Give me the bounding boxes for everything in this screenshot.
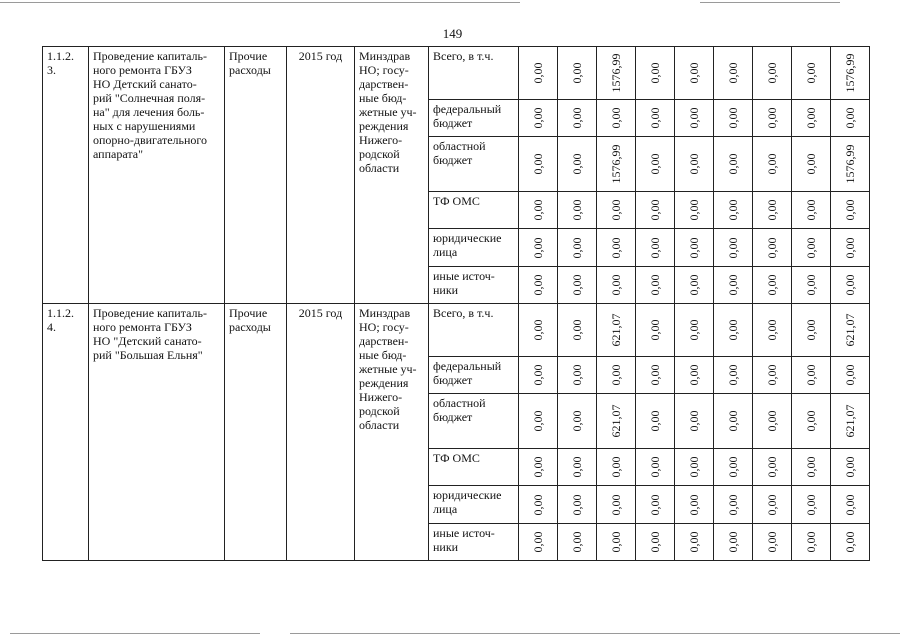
expense-type-cell: Прочие расходы <box>225 47 287 304</box>
scan-artifact-top-right <box>700 2 840 3</box>
amount-value: 0,00 <box>765 410 779 432</box>
amount-value: 0,00 <box>609 531 623 553</box>
amount-value: 1576,99 <box>843 53 857 93</box>
amount-cell <box>675 267 714 304</box>
amount-cell <box>519 449 558 486</box>
amount-value: 0,00 <box>687 456 701 478</box>
amount-value: 0,00 <box>765 153 779 175</box>
amount-value: 0,00 <box>843 494 857 515</box>
amount-cell <box>519 192 558 229</box>
amount-cell <box>636 267 675 304</box>
amount-value: 0,00 <box>531 199 545 221</box>
amount-cell <box>597 357 636 394</box>
amount-value: 0,00 <box>570 153 584 175</box>
amount-value: 0,00 <box>804 62 818 84</box>
table-row <box>43 47 870 100</box>
amount-value: 0,00 <box>570 107 584 129</box>
amount-value: 0,00 <box>531 410 545 432</box>
amount-cell <box>831 304 870 357</box>
amount-cell <box>753 137 792 192</box>
amount-cell <box>519 137 558 192</box>
amount-cell <box>792 394 831 449</box>
amount-value: 1576,99 <box>609 144 623 184</box>
amount-cell <box>558 229 597 267</box>
amount-cell <box>636 47 675 100</box>
amount-value: 0,00 <box>765 199 779 221</box>
amount-cell <box>714 267 753 304</box>
amount-value: 0,00 <box>648 199 662 221</box>
amount-cell <box>753 192 792 229</box>
amount-cell <box>714 524 753 561</box>
amount-value: 0,00 <box>648 237 662 258</box>
scan-artifact-bottom-right <box>290 633 900 634</box>
amount-value: 0,00 <box>531 62 545 84</box>
amount-value: 0,00 <box>570 494 584 515</box>
amount-value: 0,00 <box>531 319 545 341</box>
amount-value: 0,00 <box>726 364 740 386</box>
amount-cell <box>636 357 675 394</box>
amount-value: 0,00 <box>687 153 701 175</box>
amount-value: 0,00 <box>804 153 818 175</box>
amount-value: 0,00 <box>687 410 701 432</box>
amount-cell <box>753 357 792 394</box>
funding-source-cell: областной бюджет <box>429 394 519 449</box>
amount-cell <box>714 486 753 524</box>
amount-cell <box>519 524 558 561</box>
amount-cell <box>753 486 792 524</box>
amount-cell <box>792 449 831 486</box>
amount-cell <box>519 47 558 100</box>
amount-value: 0,00 <box>804 456 818 478</box>
amount-value: 0,00 <box>804 107 818 129</box>
amount-cell <box>753 524 792 561</box>
amount-cell <box>714 47 753 100</box>
amount-value: 0,00 <box>804 364 818 386</box>
amount-value: 0,00 <box>687 364 701 386</box>
amount-value: 0,00 <box>804 531 818 553</box>
amount-value: 0,00 <box>765 107 779 129</box>
amount-cell <box>675 449 714 486</box>
amount-cell <box>519 394 558 449</box>
funding-source-cell: ТФ ОМС <box>429 192 519 229</box>
amount-cell <box>714 304 753 357</box>
funding-source-cell: Всего, в т.ч. <box>429 304 519 357</box>
amount-cell <box>675 524 714 561</box>
amount-cell <box>519 267 558 304</box>
amount-cell <box>792 137 831 192</box>
amount-cell <box>558 357 597 394</box>
amount-value: 0,00 <box>648 62 662 84</box>
amount-value: 0,00 <box>531 107 545 129</box>
amount-value: 621,07 <box>843 404 857 438</box>
funding-source-cell: федеральный бюджет <box>429 357 519 394</box>
amount-cell <box>831 192 870 229</box>
funding-source-cell: иные источ- ники <box>429 524 519 561</box>
amount-value: 0,00 <box>765 364 779 386</box>
amount-cell <box>753 47 792 100</box>
amount-cell <box>714 394 753 449</box>
amount-value: 0,00 <box>609 274 623 296</box>
amount-cell <box>753 100 792 137</box>
amount-value: 0,00 <box>726 319 740 341</box>
amount-cell <box>675 357 714 394</box>
amount-cell <box>831 357 870 394</box>
amount-cell <box>792 47 831 100</box>
amount-cell <box>597 229 636 267</box>
amount-cell <box>636 229 675 267</box>
amount-value: 621,07 <box>609 313 623 347</box>
period-cell: 2015 год <box>287 47 355 304</box>
amount-value: 0,00 <box>843 456 857 478</box>
amount-value: 0,00 <box>843 531 857 553</box>
funding-source-cell: областной бюджет <box>429 137 519 192</box>
amount-value: 0,00 <box>609 456 623 478</box>
amount-cell <box>597 394 636 449</box>
table-row <box>43 304 870 357</box>
amount-value: 0,00 <box>648 456 662 478</box>
amount-cell <box>636 486 675 524</box>
amount-cell <box>831 449 870 486</box>
amount-value: 0,00 <box>726 62 740 84</box>
amount-value: 0,00 <box>843 364 857 386</box>
amount-cell <box>831 486 870 524</box>
amount-value: 0,00 <box>609 199 623 221</box>
amount-cell <box>519 486 558 524</box>
amount-cell <box>753 449 792 486</box>
amount-cell <box>558 100 597 137</box>
amount-cell <box>792 229 831 267</box>
amount-cell <box>558 524 597 561</box>
amount-cell <box>558 47 597 100</box>
amount-value: 0,00 <box>804 237 818 258</box>
amount-value: 0,00 <box>765 62 779 84</box>
amount-value: 0,00 <box>726 237 740 258</box>
amount-cell <box>753 267 792 304</box>
amount-cell <box>792 100 831 137</box>
amount-value: 0,00 <box>804 410 818 432</box>
amount-cell <box>831 524 870 561</box>
amount-value: 0,00 <box>609 364 623 386</box>
executor-cell: Минздрав НО; госу- дарствен- ные бюд- жетные уч- реждения Нижего- родской области <box>355 47 429 304</box>
amount-value: 0,00 <box>687 199 701 221</box>
amount-cell <box>597 100 636 137</box>
amount-value: 0,00 <box>687 494 701 515</box>
amount-cell <box>831 267 870 304</box>
amount-value: 0,00 <box>648 319 662 341</box>
amount-cell <box>519 229 558 267</box>
amount-cell <box>792 304 831 357</box>
amount-value: 621,07 <box>843 313 857 347</box>
amount-cell <box>753 394 792 449</box>
amount-value: 0,00 <box>609 237 623 258</box>
amount-value: 0,00 <box>570 456 584 478</box>
amount-value: 0,00 <box>765 456 779 478</box>
amount-value: 621,07 <box>609 404 623 438</box>
amount-value: 0,00 <box>726 456 740 478</box>
amount-value: 0,00 <box>687 107 701 129</box>
amount-value: 0,00 <box>609 107 623 129</box>
amount-value: 0,00 <box>570 410 584 432</box>
amount-value: 0,00 <box>765 531 779 553</box>
amount-cell <box>636 524 675 561</box>
amount-value: 0,00 <box>570 319 584 341</box>
amount-value: 0,00 <box>726 274 740 296</box>
amount-value: 0,00 <box>843 274 857 296</box>
item-code-cell: 1.1.2. 4. <box>43 304 89 561</box>
amount-value: 0,00 <box>531 531 545 553</box>
budget-table <box>42 46 870 561</box>
amount-value: 0,00 <box>765 494 779 515</box>
amount-value: 0,00 <box>804 494 818 515</box>
amount-value: 0,00 <box>765 319 779 341</box>
amount-cell <box>753 304 792 357</box>
amount-cell <box>675 304 714 357</box>
amount-cell <box>558 192 597 229</box>
amount-cell <box>597 47 636 100</box>
amount-cell <box>675 192 714 229</box>
amount-cell <box>558 486 597 524</box>
amount-value: 0,00 <box>648 107 662 129</box>
amount-value: 0,00 <box>648 153 662 175</box>
amount-value: 0,00 <box>726 199 740 221</box>
amount-value: 0,00 <box>609 494 623 515</box>
amount-cell <box>636 304 675 357</box>
item-name-cell: Проведение капиталь- ного ремонта ГБУЗ НО Детский санато- рий "Солнечная поля- на" для лечения боль- ных с нарушениями опорно-двигательного аппарата" <box>89 47 225 304</box>
amount-cell <box>519 357 558 394</box>
amount-value: 0,00 <box>687 319 701 341</box>
amount-value: 0,00 <box>726 410 740 432</box>
amount-cell <box>675 47 714 100</box>
amount-value: 1576,99 <box>609 53 623 93</box>
amount-value: 0,00 <box>570 531 584 553</box>
amount-value: 0,00 <box>687 62 701 84</box>
amount-value: 0,00 <box>687 274 701 296</box>
amount-value: 0,00 <box>726 107 740 129</box>
funding-source-cell: ТФ ОМС <box>429 449 519 486</box>
amount-value: 0,00 <box>648 410 662 432</box>
amount-value: 0,00 <box>648 274 662 296</box>
amount-cell <box>675 486 714 524</box>
amount-value: 0,00 <box>570 274 584 296</box>
amount-value: 0,00 <box>570 199 584 221</box>
amount-value: 0,00 <box>804 274 818 296</box>
amount-cell <box>675 137 714 192</box>
amount-cell <box>792 192 831 229</box>
amount-cell <box>558 137 597 192</box>
amount-cell <box>597 267 636 304</box>
amount-cell <box>558 267 597 304</box>
amount-cell <box>597 449 636 486</box>
amount-cell <box>792 486 831 524</box>
amount-cell <box>792 267 831 304</box>
amount-value: 0,00 <box>726 153 740 175</box>
amount-cell <box>675 229 714 267</box>
amount-value: 0,00 <box>648 364 662 386</box>
amount-value: 0,00 <box>648 531 662 553</box>
executor-cell: Минздрав НО; госу- дарствен- ные бюд- жетные уч- реждения Нижего- родской области <box>355 304 429 561</box>
amount-value: 0,00 <box>570 364 584 386</box>
amount-value: 0,00 <box>570 62 584 84</box>
funding-source-cell: иные источ- ники <box>429 267 519 304</box>
amount-value: 0,00 <box>531 274 545 296</box>
amount-cell <box>753 229 792 267</box>
item-name-cell: Проведение капиталь- ного ремонта ГБУЗ НО "Детский санато- рий "Большая Ельня" <box>89 304 225 561</box>
amount-cell <box>714 229 753 267</box>
amount-value: 0,00 <box>687 531 701 553</box>
amount-cell <box>597 137 636 192</box>
funding-source-cell: Всего, в т.ч. <box>429 47 519 100</box>
amount-cell <box>636 192 675 229</box>
amount-cell <box>831 47 870 100</box>
amount-cell <box>714 192 753 229</box>
period-cell: 2015 год <box>287 304 355 561</box>
funding-source-cell: федеральный бюджет <box>429 100 519 137</box>
scan-artifact-top <box>0 2 520 3</box>
amount-value: 0,00 <box>765 237 779 258</box>
amount-value: 0,00 <box>531 237 545 258</box>
amount-cell <box>675 394 714 449</box>
expense-type-cell: Прочие расходы <box>225 304 287 561</box>
funding-source-cell: юридические лица <box>429 229 519 267</box>
amount-cell <box>831 394 870 449</box>
amount-value: 0,00 <box>804 199 818 221</box>
amount-value: 0,00 <box>531 494 545 515</box>
amount-value: 0,00 <box>531 153 545 175</box>
amount-cell <box>714 357 753 394</box>
amount-cell <box>831 229 870 267</box>
amount-cell <box>714 449 753 486</box>
amount-cell <box>636 137 675 192</box>
amount-value: 0,00 <box>843 107 857 129</box>
amount-value: 0,00 <box>570 237 584 258</box>
amount-cell <box>714 100 753 137</box>
amount-cell <box>558 394 597 449</box>
amount-value: 0,00 <box>843 199 857 221</box>
amount-value: 0,00 <box>726 531 740 553</box>
amount-value: 0,00 <box>726 494 740 515</box>
amount-value: 0,00 <box>804 319 818 341</box>
amount-cell <box>558 304 597 357</box>
amount-cell <box>597 192 636 229</box>
amount-cell <box>636 449 675 486</box>
amount-cell <box>558 449 597 486</box>
amount-cell <box>597 486 636 524</box>
funding-source-cell: юридические лица <box>429 486 519 524</box>
amount-cell <box>636 100 675 137</box>
amount-value: 0,00 <box>687 237 701 258</box>
item-code-cell: 1.1.2. 3. <box>43 47 89 304</box>
amount-cell <box>831 137 870 192</box>
amount-value: 0,00 <box>765 274 779 296</box>
amount-cell <box>519 304 558 357</box>
amount-cell <box>714 137 753 192</box>
amount-cell <box>519 100 558 137</box>
page-number: 149 <box>442 26 463 41</box>
amount-cell <box>597 304 636 357</box>
amount-value: 1576,99 <box>843 144 857 184</box>
amount-cell <box>636 394 675 449</box>
amount-cell <box>597 524 636 561</box>
scan-artifact-bottom <box>10 633 260 634</box>
amount-value: 0,00 <box>648 494 662 515</box>
amount-cell <box>831 100 870 137</box>
amount-value: 0,00 <box>843 237 857 258</box>
amount-cell <box>675 100 714 137</box>
amount-cell <box>792 524 831 561</box>
amount-value: 0,00 <box>531 364 545 386</box>
amount-value: 0,00 <box>531 456 545 478</box>
amount-cell <box>792 357 831 394</box>
